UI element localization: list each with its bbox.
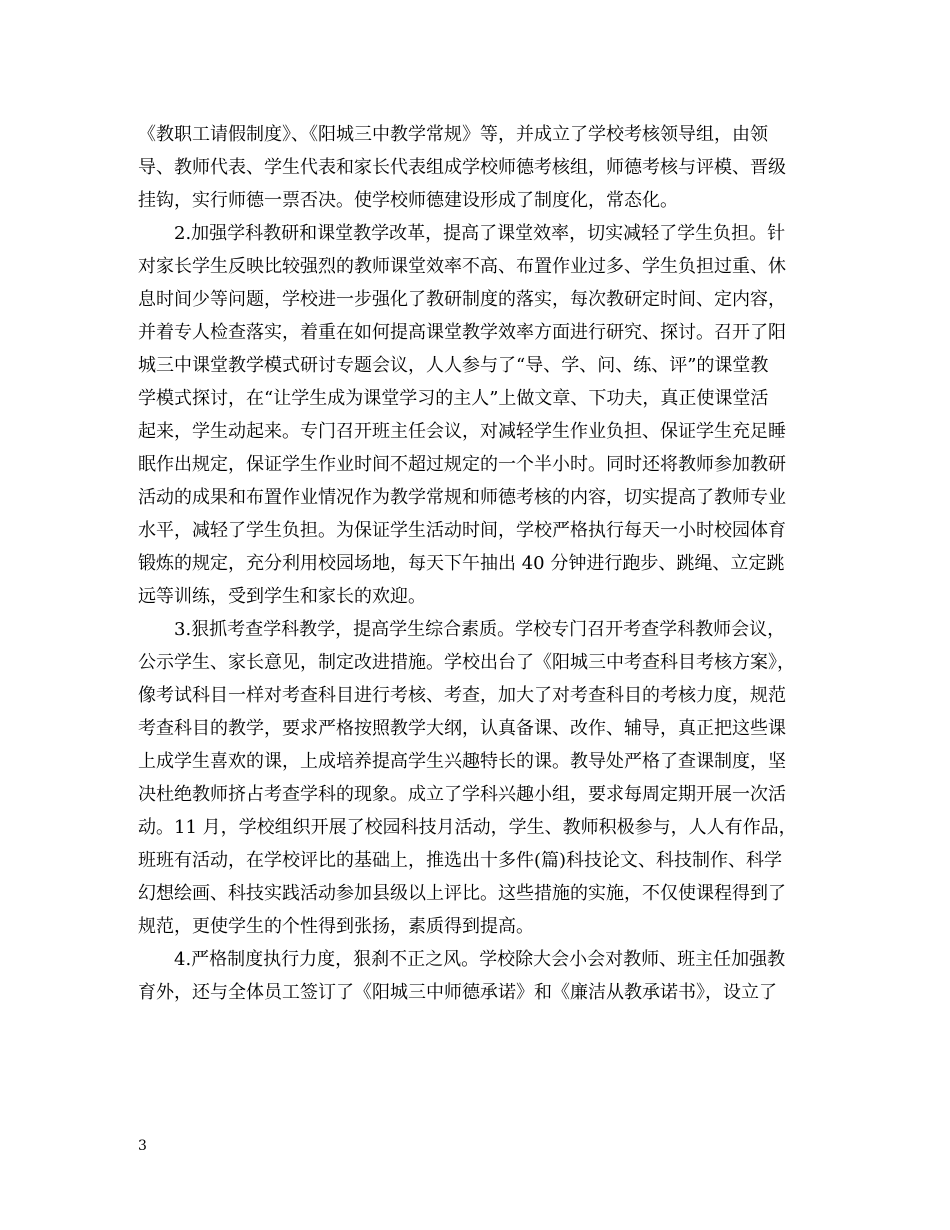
- text-line: 挂钩，实行师德一票否决。使学校师德建设形成了制度化，常态化。: [138, 190, 678, 211]
- text-line: 规范，更使学生的个性得到张扬，素质得到提高。: [138, 916, 534, 937]
- text-line: 并着专人检查落实，着重在如何提高课堂教学效率方面进行研究、探讨。召开了阳: [138, 322, 786, 343]
- text-line: 动。11 月，学校组织开展了校园科技月活动，学生、教师积极参与，人人有作品，: [138, 817, 797, 838]
- text-line: 眠作出规定，保证学生作业时间不超过规定的一个半小时。同时还将教师参加教研: [138, 454, 786, 475]
- text-line: 育外，还与全体员工签订了《阳城三中师德承诺》和《廉洁从教承诺书》，设立了: [138, 982, 777, 1003]
- text-line: 城三中课堂教学模式研讨专题会议，人人参与了“导、学、问、练、评”的课堂教: [138, 355, 769, 376]
- text-line: 导、教师代表、学生代表和家长代表组成学校师德考核组，师德考核与评模、晋级: [138, 157, 786, 178]
- text-line: 决杜绝教师挤占考查学科的现象。成立了学科兴趣小组，要求每周定期开展一次活: [138, 784, 786, 805]
- text-line: 息时间少等问题，学校进一步强化了教研制度的落实，每次教研定时间、定内容，: [138, 289, 786, 310]
- paragraph-3-first-line: 3.狠抓考查学科教学，提高学生综合素质。学校专门召开考查学科教师会议，: [174, 619, 786, 640]
- text-line: 《教职工请假制度》、《阳城三中教学常规》等，并成立了学校考核领导组，由领: [138, 124, 768, 145]
- text-line: 远等训练，受到学生和家长的欢迎。: [138, 586, 426, 607]
- text-line: 考查科目的教学，要求严格按照教学大纲，认真备课、改作、辅导，真正把这些课: [138, 718, 786, 739]
- page-number: 3: [138, 1138, 147, 1154]
- text-line: 水平，减轻了学生负担。为保证学生活动时间，学校严格执行每天一小时校园体育: [138, 520, 786, 541]
- paragraph-2-first-line: 2.加强学科教研和课堂教学改革，提高了课堂效率，切实减轻了学生负担。针: [174, 223, 786, 244]
- text-line: 像考试科目一样对考查科目进行考核、考查，加大了对考查科目的考核力度，规范: [138, 685, 786, 706]
- text-line: 锻炼的规定，充分利用校园场地，每天下午抽出 40 分钟进行跑步、跳绳、立定跳: [138, 553, 785, 574]
- text-line: 对家长学生反映比较强烈的教师课堂效率不高、布置作业过多、学生负担过重、休: [138, 256, 786, 277]
- text-line: 起来，学生动起来。专门召开班主任会议，对减轻学生作业负担、保证学生充足睡: [138, 421, 786, 442]
- text-line: 学模式探讨，在“让学生成为课堂学习的主人”上做文章、下功夫，真正使课堂活: [138, 388, 769, 409]
- paragraph-4-first-line: 4.严格制度执行力度，狠刹不正之风。学校除大会小会对教师、班主任加强教: [174, 949, 786, 970]
- text-line: 上成学生喜欢的课，上成培养提高学生兴趣特长的课。教导处严格了查课制度，坚: [138, 751, 786, 772]
- text-line: 班班有活动，在学校评比的基础上，推选出十多件(篇)科技论文、科技制作、科学: [138, 850, 783, 871]
- text-line: 幻想绘画、科技实践活动参加县级以上评比。这些措施的实施，不仅使课程得到了: [138, 883, 786, 904]
- text-line: 公示学生、家长意见，制定改进措施。学校出台了《阳城三中考查科目考核方案》，: [138, 652, 795, 673]
- document-body: [138, 118, 828, 1009]
- text-line: 活动的成果和布置作业情况作为教学常规和师德考核的内容，切实提高了教师专业: [138, 487, 786, 508]
